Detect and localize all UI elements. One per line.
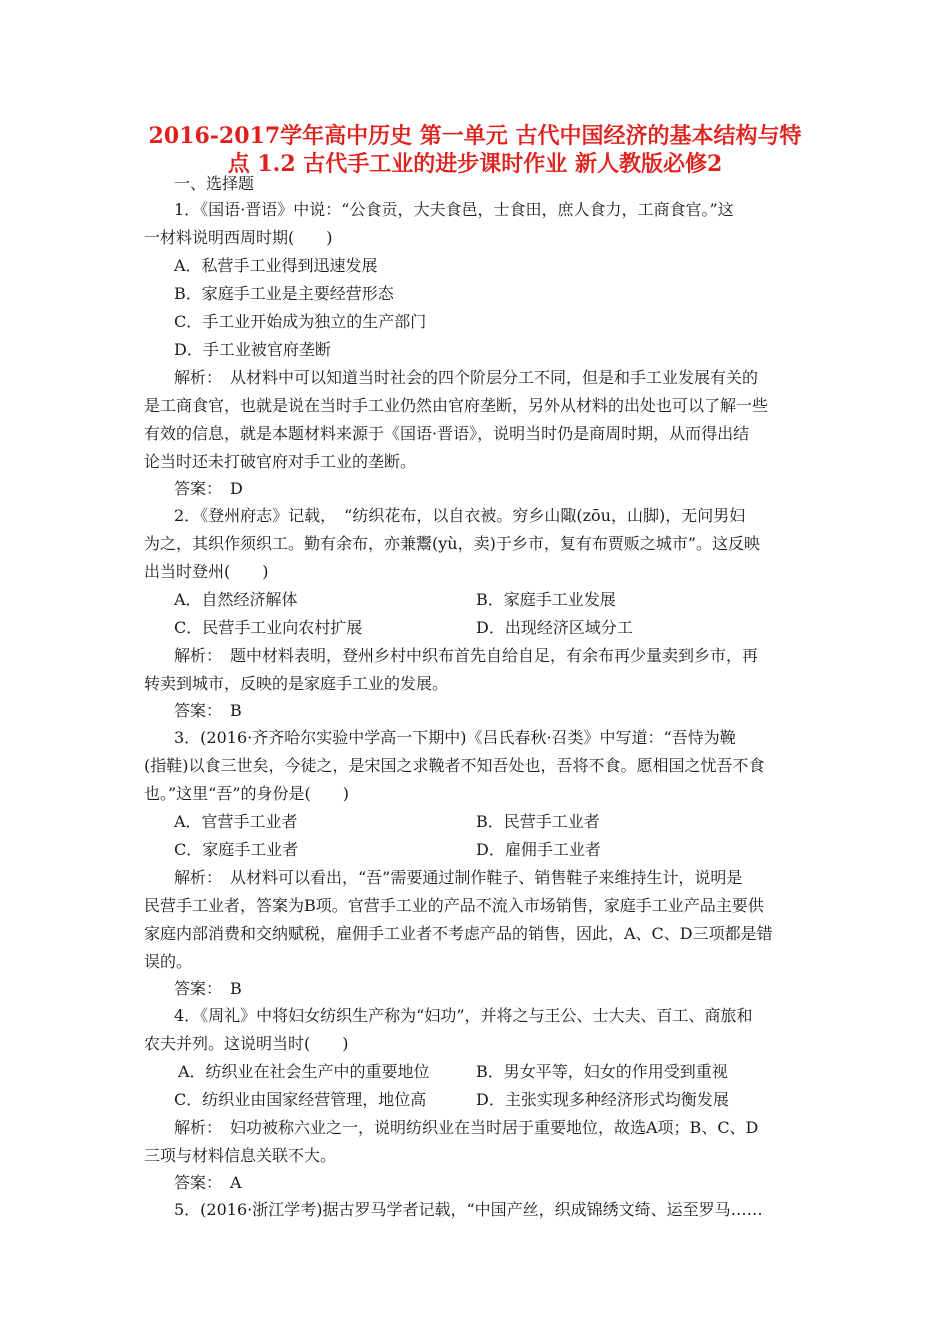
q4-option-a: A．纺织业在社会生产中的重要地位 (178, 1062, 430, 1081)
q1-option-a: A．私营手工业得到迅速发展 (174, 256, 378, 275)
q4-explanation-line-2: 三项与材料信息关联不大。 (144, 1146, 337, 1165)
q3-option-c: C．家庭手工业者 (174, 840, 299, 859)
q3-stem-line-3: 也。”这里“吾”的身份是( ) (144, 784, 350, 803)
q4-option-b: B．男女平等，妇女的作用受到重视 (476, 1062, 728, 1081)
q3-stem-line-1: 3．(2016·齐齐哈尔实验中学高一下期中)《吕氏春秋·召类》中写道：“吾恃为鞔 (174, 728, 736, 747)
q1-option-d: D．手工业被官府垄断 (174, 340, 331, 359)
q1-option-c: C．手工业开始成为独立的生产部门 (174, 312, 427, 331)
q1-explanation-line-3: 有效的信息，就是本题材料来源于《国语·晋语》，说明当时仍是商周时期，从而得出结 (144, 424, 750, 443)
q4-option-d: D．主张实现多种经济形式均衡发展 (476, 1090, 729, 1109)
q3-explanation-line-1: 解析： 从材料可以看出，“吾”需要通过制作鞋子、销售鞋子来维持生计，说明是 (174, 868, 743, 887)
q2-option-b: B．家庭手工业发展 (476, 590, 616, 609)
q2-explanation-line-1: 解析： 题中材料表明，登州乡村中织布首先自给自足，有余布再少量卖到乡市，再 (174, 646, 759, 665)
q3-option-a: A．官营手工业者 (174, 812, 298, 831)
document-title-line-2: 点 1.2 古代手工业的进步课时作业 新人教版必修2 (227, 151, 723, 177)
q3-option-b: B．民营手工业者 (476, 812, 600, 831)
q4-option-c: C．纺织业由国家经营管理，地位高 (174, 1090, 427, 1109)
section-heading: 一、选择题 (174, 174, 255, 193)
q2-option-a: A．自然经济解体 (174, 590, 298, 609)
q3-explanation-line-3: 家庭内部消费和交纳赋税，雇佣手工业者不考虑产品的销售，因此，A、C、D三项都是错 (144, 924, 773, 943)
q2-explanation-line-2: 转卖到城市，反映的是家庭手工业的发展。 (144, 674, 449, 693)
q3-option-d: D．雇佣手工业者 (476, 840, 601, 859)
q2-answer: 答案： B (174, 701, 242, 720)
q1-stem-line-1: 1．《国语·晋语》中说：“公食贡，大夫食邑，士食田，庶人食力，工商食官。”这 (174, 200, 734, 219)
q2-stem-line-3: 出当时登州( ) (144, 562, 269, 581)
q3-answer: 答案： B (174, 979, 242, 998)
q1-answer: 答案： D (174, 479, 243, 498)
q4-explanation-line-1: 解析： 妇功被称六业之一，说明纺织业在当时居于重要地位，故选A项；B、C、D (174, 1118, 759, 1137)
document-title-line-1: 2016-2017学年高中历史 第一单元 古代中国经济的基本结构与特 (148, 123, 802, 149)
q5-stem-line-1: 5．(2016·浙江学考)据古罗马学者记载，“中国产丝，织成锦绣文绮、运至罗马…… (174, 1200, 763, 1219)
q2-option-c: C．民营手工业向农村扩展 (174, 618, 363, 637)
q1-option-b: B．家庭手工业是主要经营形态 (174, 284, 394, 303)
q2-stem-line-2: 为之，其织作须织工。勤有余布，亦兼鬻(yù，卖)于乡市，复有布贾贩之城市”。这反映 (144, 534, 761, 553)
q3-explanation-line-4: 误的。 (144, 952, 193, 971)
q3-stem-line-2: (指鞋)以食三世矣，今徒之，是宋国之求鞔者不知吾处也，吾将不食。愿相国之忧吾不食 (144, 756, 765, 775)
q4-stem-line-2: 农夫并列。这说明当时( ) (144, 1034, 349, 1053)
q2-option-d: D．出现经济区域分工 (476, 618, 633, 637)
q1-explanation-line-4: 论当时还未打破官府对手工业的垄断。 (144, 452, 417, 471)
q1-stem-line-2: 一材料说明西周时期( ) (144, 228, 333, 247)
q3-explanation-line-2: 民营手工业者，答案为B项。官营手工业的产品不流入市场销售，家庭手工业产品主要供 (144, 896, 764, 915)
q1-explanation-line-1: 解析： 从材料中可以知道当时社会的四个阶层分工不同，但是和手工业发展有关的 (174, 368, 759, 387)
q2-stem-line-1: 2．《登州府志》记载， “纺织花布，以自衣被。穷乡山陬(zōu，山脚)，无问男妇 (174, 506, 746, 525)
q4-stem-line-1: 4．《周礼》中将妇女纺织生产称为“妇功”，并将之与王公、士大夫、百工、商旅和 (174, 1006, 753, 1025)
q4-answer: 答案： A (174, 1173, 242, 1192)
q1-explanation-line-2: 是工商食官，也就是说在当时手工业仍然由官府垄断，另外从材料的出处也可以了解一些 (144, 396, 769, 415)
